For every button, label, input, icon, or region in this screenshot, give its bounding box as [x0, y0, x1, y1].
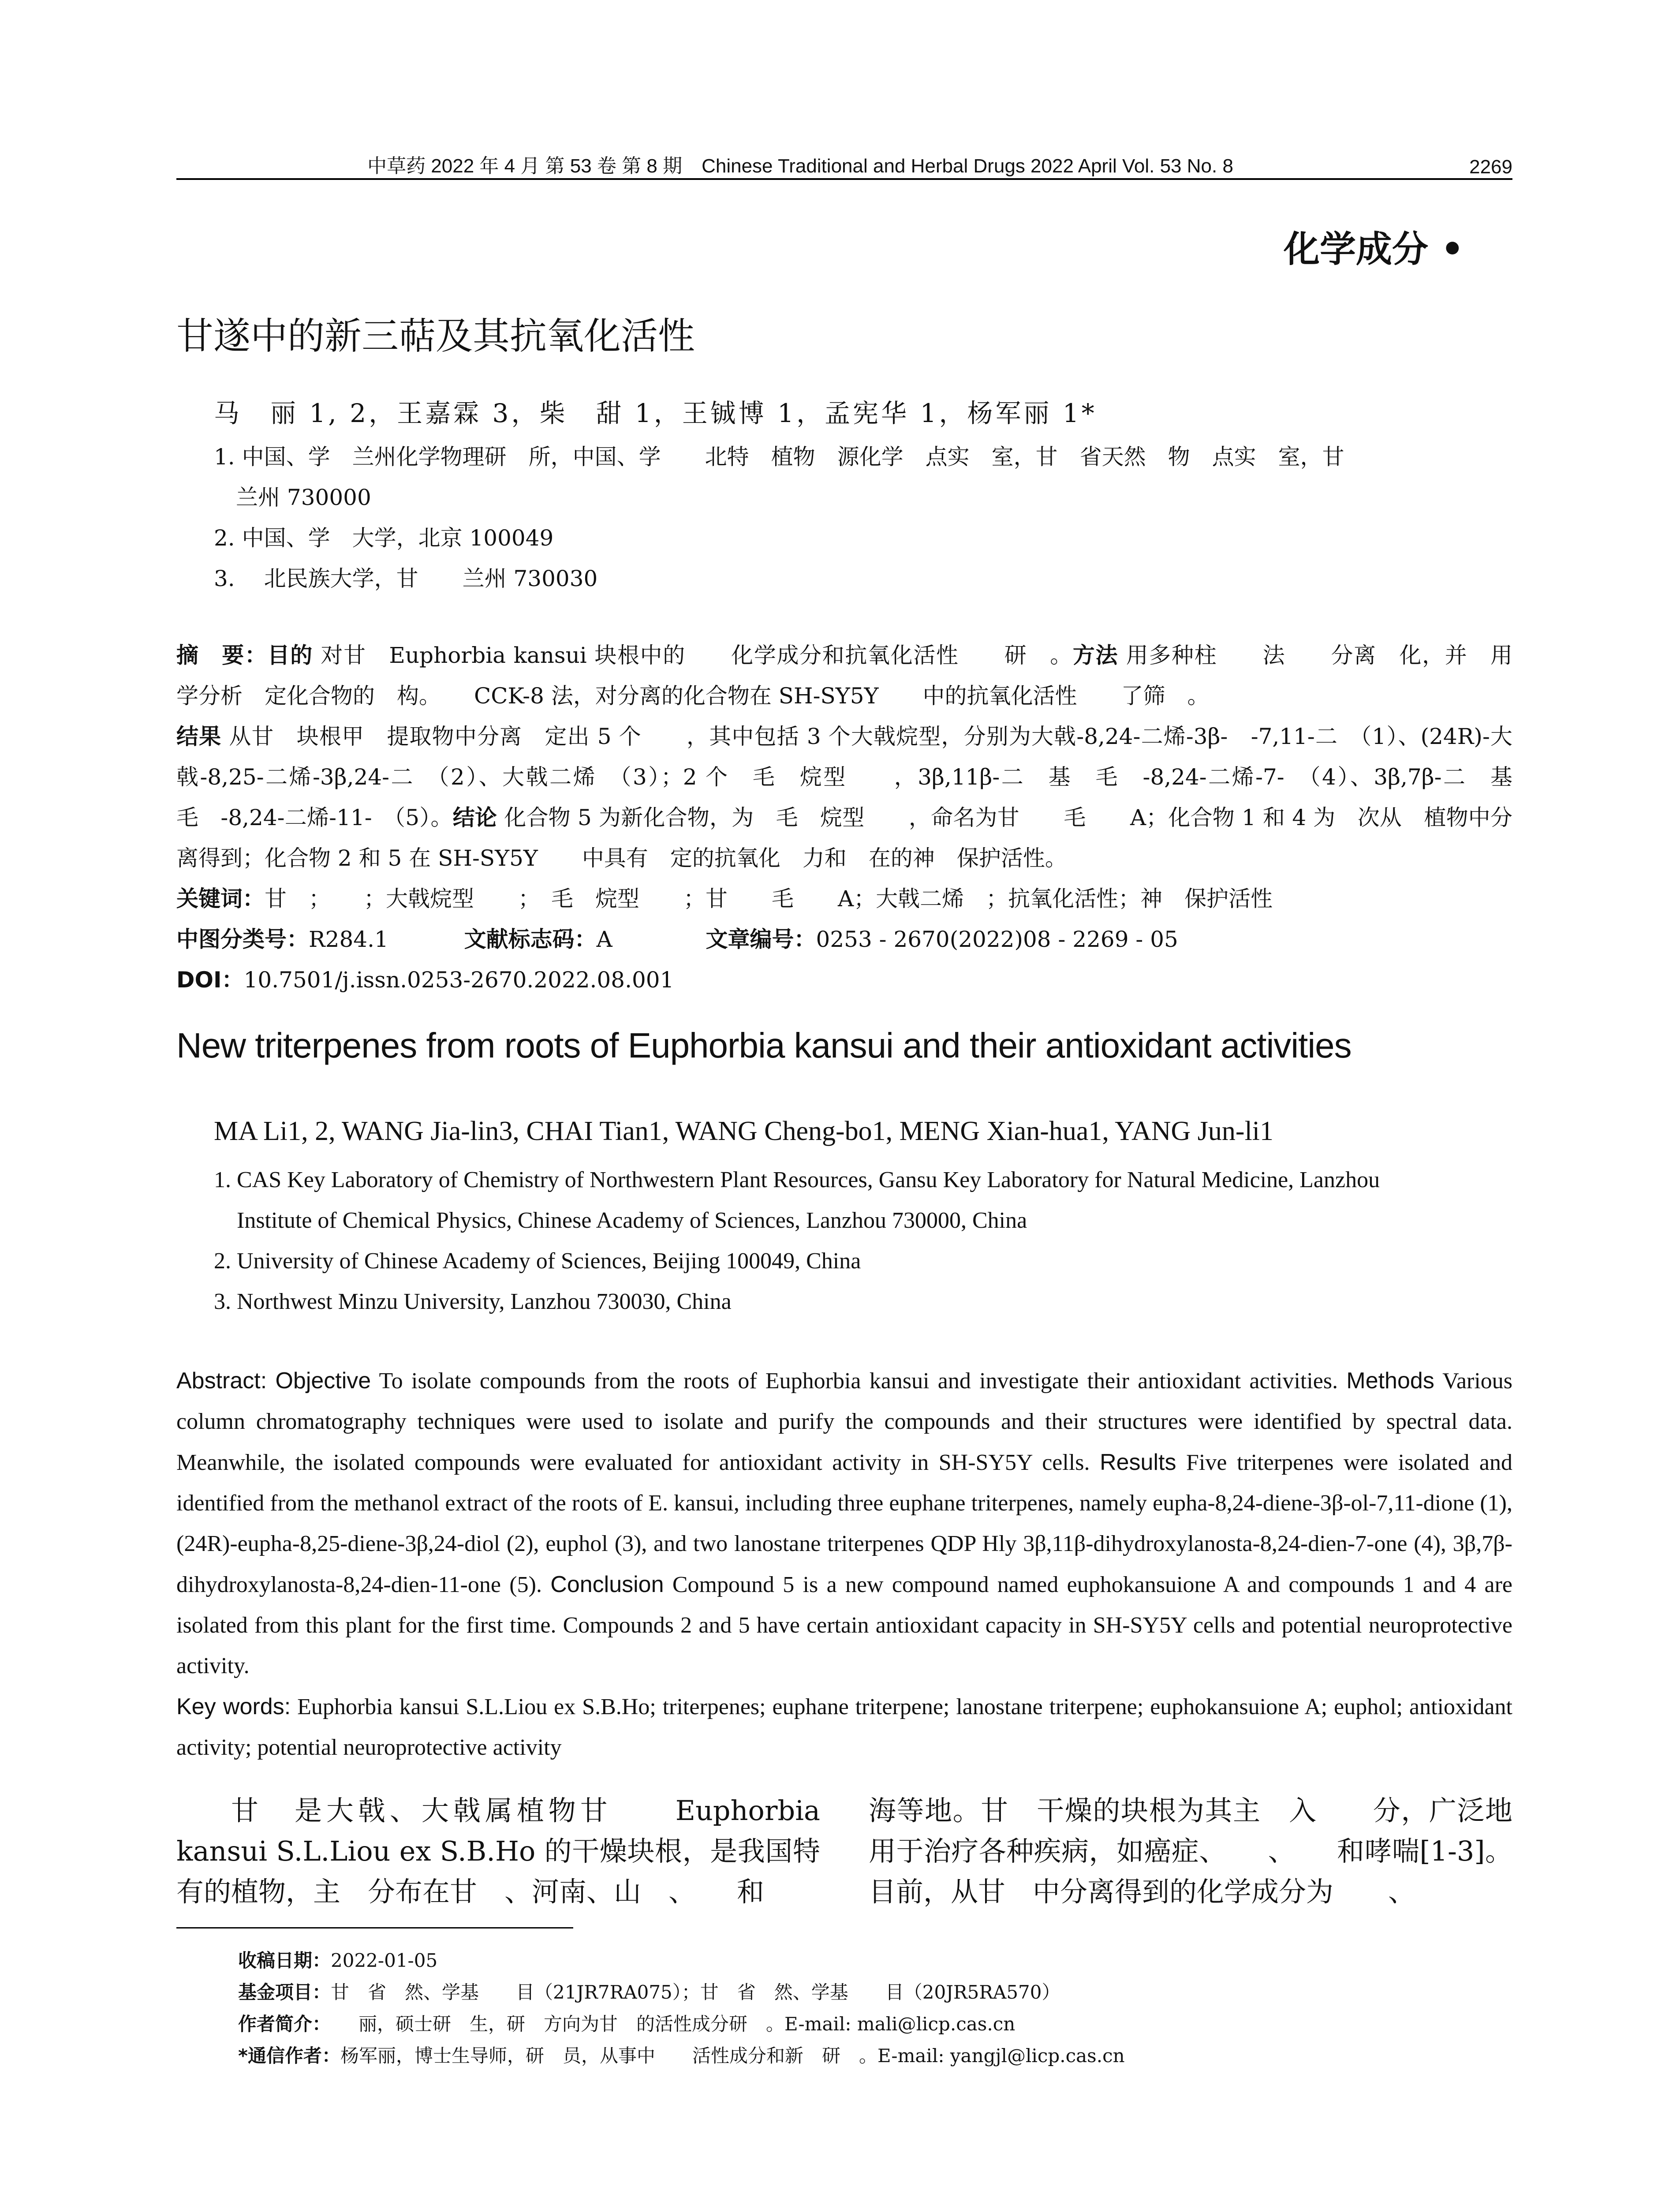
- objective-text: To isolate compounds from the roots of Euphorbia kansui and investigate their antioxidant activities.: [379, 1368, 1338, 1394]
- affiliation-line: 3. Northwest Minzu University, Lanzhou 730030, China: [214, 1289, 732, 1314]
- methods-label: Methods: [1346, 1368, 1434, 1394]
- conclusion-label: 结论: [452, 805, 497, 830]
- results-label: 结果: [176, 724, 222, 749]
- keywords-label: 关键词：: [176, 886, 265, 912]
- clc-label: 中图分类号：: [176, 927, 309, 952]
- chinese-title: 甘遂中的新三萜及其抗氧化活性: [176, 314, 695, 358]
- footnotes: [238, 1945, 1512, 2072]
- conclusion-text: Compound 5 is a new compound named euphokansuione A and compounds 1 and 4 are isolated from this plant for the first time. Compounds 2 and 5 have certain antioxidant capacity in SH-SY5Y cells and potential neuroprotective activity.: [176, 1572, 1512, 1678]
- affiliation-line: Institute of Chemical Physics, Chinese Academy of Sciences, Lanzhou 730000, China: [214, 1208, 1027, 1233]
- affiliation-line: 1. CAS Key Laboratory of Chemistry of Northwestern Plant Resources, Gansu Key Laboratory for Natural Medicine, Lanzhou: [214, 1167, 1380, 1192]
- body-column-left: 甘 是大戟、大戟属植物甘 Euphorbia kansui S.L.Liou ex S.B.Ho 的干燥块根，是我国特有的植物，主 分布在甘 、河南、山 、 和: [176, 1794, 820, 1908]
- doi-label: DOI：: [176, 967, 244, 993]
- footnote-text: 2022-01-05: [331, 1950, 438, 1971]
- running-header: [176, 142, 1512, 178]
- english-abstract: [176, 1360, 1512, 1768]
- chinese-affiliations: [214, 437, 1512, 599]
- doc-code-label: 文献标志码：: [464, 927, 597, 952]
- header-rule: [176, 178, 1512, 180]
- article-number-label: 文章编号：: [706, 927, 816, 952]
- methods-text: 用多种柱 法 分离 化，并 用 学分析 定化合物的 构。 CCK-8 法，对分离的化合物在 SH-SY5Y 中的抗氧化活性 了筛 。: [176, 643, 1535, 709]
- footnote-label: *通信作者：: [238, 2045, 340, 2067]
- abstract-label: 摘 要：: [176, 643, 268, 668]
- journal-line: 中草药 2022 年 4 月 第 53 卷 第 8 期 Chinese Traditional and Herbal Drugs 2022 April Vol. 53 No. 8: [367, 155, 1233, 177]
- footnote-label: 作者简介：: [238, 2013, 322, 2035]
- footnote-text: 杨军丽，博士生导师，研 员，从事中 活性成分和新 研 。E-mail: yangjl@licp.cas.cn: [340, 2045, 1125, 2067]
- affiliation-line: 2. 中国、学 大学，北京 100049: [214, 525, 554, 551]
- doi-value: 10.7501/j.issn.0253-2670.2022.08.001: [243, 967, 674, 993]
- doc-code-value: A: [596, 927, 612, 952]
- objective-label: 目的: [267, 643, 313, 668]
- results-text: 从甘 块根甲 提取物中分离 定出 5 个 ，其中包括 3 个大戟烷型，分别为大戟-8,24-二烯-3β- -7,11-二 （1）、(24R)-大戟-8,25-二烯-3β,24-二 （2）、大戟二烯 （3）；2 个 毛 烷型 ，3β,11β-二 基 毛 -8,24-二烯-7- （4）、3β,7β-二 基 毛 -8,24-二烯-11- （5）。: [176, 724, 1534, 830]
- keywords-label: Key words:: [176, 1694, 291, 1719]
- methods-text: Various column chromatography techniques were used to isolate and purify the compounds and their structures were identified by spectral data. Meanwhile, the isolated compounds were evaluated for antioxidant activity in SH-SY5Y cells.: [176, 1368, 1513, 1475]
- results-text: Five triterpenes were isolated and identified from the methanol extract of the roots of E. kansui, including three euphane triterpenes, namely eupha-8,24-diene-3β-ol-7,11-dione (1), (24R)-eupha-8,25-diene-3β,24-diol (2), euphol (3), and two lanostane triterpenes QDP Hly 3β,11β-dihydroxylanosta-8,24-dien-7-one (4), 3β,7β-dihydroxylanosta-8,24-dien-11-one (5).: [176, 1450, 1513, 1597]
- affiliation-line: 1. 中国、学 兰州化学物理研 所，中国、学 北特 植物 源化学 点实 室，甘 省天然 物 点实 室，甘: [214, 444, 1344, 470]
- objective-text: 对甘 Euphorbia kansui 块根中的 化学成分和抗氧化活性 研 。: [321, 643, 1073, 668]
- affiliation-line: 3. 北民族大学，甘 兰州 730030: [214, 566, 598, 591]
- chinese-abstract: [176, 635, 1535, 1000]
- footnote-text: 甘 省 然、学基 目（21JR7RA075）；甘 省 然、学基 目（20JR5RA570）: [331, 1981, 1060, 2003]
- section-tag: 化学成分 •: [1284, 228, 1464, 270]
- footnote-text: 丽，硕士研 生，研 方向为甘 的活性成分研 。E-mail: mali@licp.cas.cn: [321, 2013, 1015, 2035]
- conclusion-label: Conclusion: [550, 1572, 664, 1597]
- footnote-rule: [176, 1927, 573, 1928]
- body-column-right: 海等地。甘 干燥的块根为其主 入 分，广泛地 用于治疗各种疾病，如癌症、 、 和哮喘[1-3]。目前，从甘 中分离得到的化学成分为 、: [869, 1794, 1540, 1908]
- chinese-authors: 马 丽 1, 2，王嘉霖 3，柴 甜 1，王铖博 1，孟宪华 1，杨军丽 1*: [214, 398, 1097, 428]
- affiliation-line: 2. University of Chinese Academy of Sciences, Beijing 100049, China: [214, 1248, 861, 1274]
- methods-label: 方法: [1072, 643, 1119, 668]
- footnote-label: 收稿日期：: [238, 1950, 331, 1971]
- english-authors: MA Li1, 2, WANG Jia-lin3, CHAI Tian1, WANG Cheng-bo1, MENG Xian-hua1, YANG Jun-li1: [214, 1116, 1274, 1146]
- footnote-label: 基金项目：: [238, 1981, 331, 2003]
- results-label: Results: [1100, 1450, 1176, 1475]
- keywords-text: Euphorbia kansui S.L.Liou ex S.B.Ho; triterpenes; euphane triterpene; lanostane triterpene; euphokansuione A; euphol; antioxidant activity; potential neuroprotective activity: [176, 1694, 1513, 1760]
- article-number-value: 0253 - 2670(2022)08 - 2269 - 05: [816, 927, 1178, 952]
- conclusion-text: 化合物 5 为新化合物，为 毛 烷型 ，命名为甘 毛 A；化合物 1 和 4 为 次从 植物中分离得到；化合物 2 和 5 在 SH-SY5Y 中具有 定的抗氧化 力和 在的神 保护活性。: [176, 805, 1512, 871]
- keywords-text: 甘 ； ；大戟烷型 ； 毛 烷型 ；甘 毛 A；大戟二烯 ；抗氧化活性；神 保护活性: [265, 886, 1273, 912]
- affiliation-line: 兰州 730000: [214, 485, 371, 510]
- objective-label: Objective: [275, 1368, 371, 1394]
- footnote-corresponding: [238, 2040, 1512, 2072]
- clc-value: R284.1: [309, 927, 388, 952]
- footnote-received: [238, 1945, 1512, 1977]
- abstract-label: Abstract:: [176, 1368, 267, 1394]
- footnote-funding: [238, 1977, 1512, 2008]
- footnote-author: [238, 2008, 1512, 2040]
- english-title: New triterpenes from roots of Euphorbia kansui and their antioxidant activities: [176, 1026, 1351, 1065]
- english-affiliations: [214, 1160, 1512, 1322]
- page-number: 2269: [1469, 156, 1512, 178]
